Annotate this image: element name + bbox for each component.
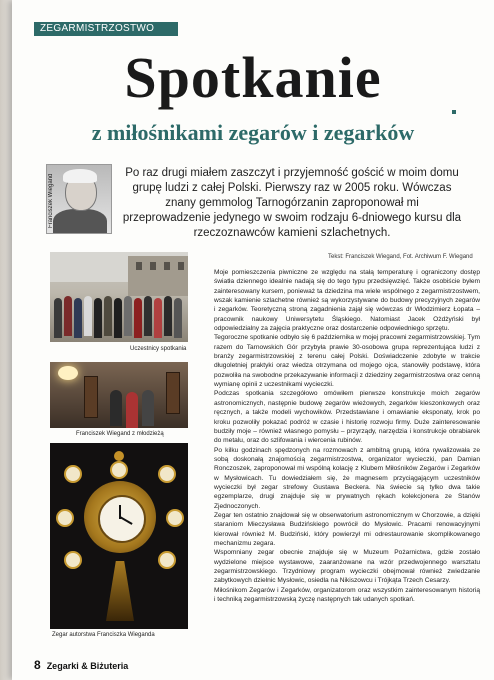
body-paragraph: Tegoroczne spotkanie odbyło się 6 października w mojej pracowni zegarmistrzowskiej. Tym razem do Tarnowskich Gór przybyła prawie 30-osobowa grupa reprezentująca ludzi z branży zegarmistrzowskiej z terenu całej Polski. Doświadczenie zdobyte w trakcie długoletniej praktyki oraz wiedza otrzymana od mojego ojca, stanowiły podstawę, która pozwoliła na swobodne przekazywanie informacji z dziedziny zegarmistrzostwa oraz cenną wymianę opinii z uczestnikami wycieczki. [214, 334, 480, 389]
magazine-name: Zegarki & Biżuteria [46, 661, 129, 671]
body-paragraph: Zegar ten ostatnio znajdował się w obserwatorium astronomicznym w Chorzowie, a dzięki staraniom Mieczysława Budzińskiego powrócił do Mysłowic. Pracami renowacyjnymi kierował również M. Budziński, który powierzył mi odrestaurowanie skomplikowanego mechanizmu zegara. [214, 511, 480, 547]
magazine-page [12, 0, 494, 680]
participant-figure [54, 298, 62, 338]
body-paragraph: Moje pomieszczenia piwniczne ze względu na stałą temperaturę i ograniczony dostęp światła dziennego idealnie nadają się do tego typu przedsięwzięć. Także osobiście byłem zainteresowany kursem, ponieważ ta dziedzina ma wiele wspólnego z zegarmistrzostwem, wszak kamienie szlachetne również są wykorzystywane do budowy precyzyjnych zegarów i zegarków. Teoretyczną stroną zagadnienia zajął się wówczas dr Włodzimierz Łopata – pracownik naukowy Uniwersytetu Śląskiego. Natomiast Jacek Ożdżyński był odpowiedzialny za zajęcia praktyczne oraz dostarczenie odpowiedniego sprzętu. [214, 269, 480, 333]
clock-stand [106, 561, 134, 621]
participant-figure [84, 296, 92, 336]
page-footer [34, 658, 128, 672]
standing-clock [84, 376, 98, 418]
section-label: ZEGARMISTRZOSTWO [34, 22, 178, 36]
photo-caption: Franciszek Wiegand z młodzieżą [76, 431, 164, 437]
article-subtitle: z miłośnikami zegarów i zegarków [91, 120, 415, 145]
title-accent-dot [452, 110, 456, 114]
photo-participants [50, 252, 188, 342]
building-window [178, 262, 184, 270]
page-edge-shadow [0, 0, 12, 680]
building-window [150, 262, 156, 270]
participant-figure [154, 298, 162, 338]
participant-figure [144, 296, 152, 336]
participant-figure [74, 298, 82, 338]
person-figure [110, 390, 122, 426]
participant-figure [64, 296, 72, 336]
article-body [214, 268, 480, 604]
clock-subdial [56, 509, 74, 527]
participant-figure [174, 298, 182, 338]
clock-subdial [158, 551, 176, 569]
person-figure [142, 390, 154, 426]
standing-clock [166, 372, 180, 414]
article-title: Spotkanie [124, 45, 382, 110]
clock-subdial [166, 509, 184, 527]
photo-workshop [50, 362, 188, 428]
body-paragraph: Podczas spotkania szczegółowo omówiłem pierwsze konstrukcje moich zegarów astronomicznych, następnie budowę zegarów wieżowych, zegarków kieszonkowych oraz ręcznych, a także modeli wychowików. Przedstawiane i omawianie eksponaty, krok po kroku pozwoliły pokazać podróż w czasie i historię rozwoju firmy. Duże zainteresowanie budziły moje – również własnego pomysłu – przyrządy, narzędzia i konstrukcje obrabiarek do metalu, oraz do szlifowania i wiercenia rubinów. [214, 390, 480, 445]
photo-ornate-clock [50, 443, 188, 629]
body-paragraph: Wspomniany zegar obecnie znajduje się w Muzeum Pożarnictwa, gdzie zostało wydzielone miejsce wystawowe, zaaranżowane na wzór przedwojennego warsztatu zegarmistrzowskiego. Trzydniowy program wycieczki obejmował również zwiedzanie zabytkowych dzielnic Mysłowic, osiedla na Nikiszowcu i Trójkąta Trzech Cesarzy. [214, 549, 480, 585]
clock-subdial [64, 465, 82, 483]
participant-figure [114, 298, 122, 338]
author-portrait-hair [63, 169, 97, 183]
clock-subdial [158, 465, 176, 483]
page-number: 8 [34, 658, 41, 672]
author-portrait-body [53, 209, 107, 234]
article-lead: Po raz drugi miałem zaszczyt i przyjemność gościć w moim domu grupę ludzi z całej Polski. Pierwszy raz w 2005 roku. Wówczas znany gemmolog Tarnogórzanin zaproponował mi przeprowadzenie jedynego w swoim rodzaju 6-dniowego kursu dla rzeczoznawców kamieni szlachetnych. [122, 167, 462, 239]
participant-figure [104, 296, 112, 336]
body-paragraph: Po kilku godzinach spędzonych na rozmowach z ambitną grupą, która rywalizowała ze sobą doskonałą znajomością zegarmistrzostwa, organizator wycieczki, pan Damian Ronczoszek, zaproponował mi wspólną kolację z Klubem Miłośników Zegarów i Zegarków w Mysłowicach. Tu dowiedziałem się, że magnesem przyciągającym uczestników wycieczki był zegar strefowy Gustawa Beckera. Na świecie są tylko dwa takie egzemplarze, drugi znajduje się w prywatnych rękach kolekcjonera ze Stanów Zjednoczonych. [214, 446, 480, 510]
clock-ornament [114, 451, 124, 461]
participant-figure [94, 298, 102, 338]
clock-subdial [110, 461, 128, 479]
participant-figure [134, 298, 142, 338]
person-figure [126, 392, 138, 428]
article-credit: Tekst: Franciszek Wiegand, Fot. Archiwum F. Wiegand [328, 254, 473, 260]
body-paragraph: Miłośnikom Zegarów i Zegarków, organizatorom oraz wszystkim zainteresowanym historią i techniką zegarmistrzowską życzę następnych tak udanych spotkań. [214, 586, 480, 604]
author-portrait-label: Franciszek Wiegand [48, 173, 54, 228]
lamp-glow [58, 366, 78, 380]
photo-caption: Uczestnicy spotkania [130, 346, 187, 352]
clock-subdial [64, 551, 82, 569]
participant-figure [164, 296, 172, 336]
building-window [164, 262, 170, 270]
building-window [136, 262, 142, 270]
photo-caption: Zegar autorstwa Franciszka Wieganda [52, 632, 155, 638]
participant-figure [124, 296, 132, 336]
